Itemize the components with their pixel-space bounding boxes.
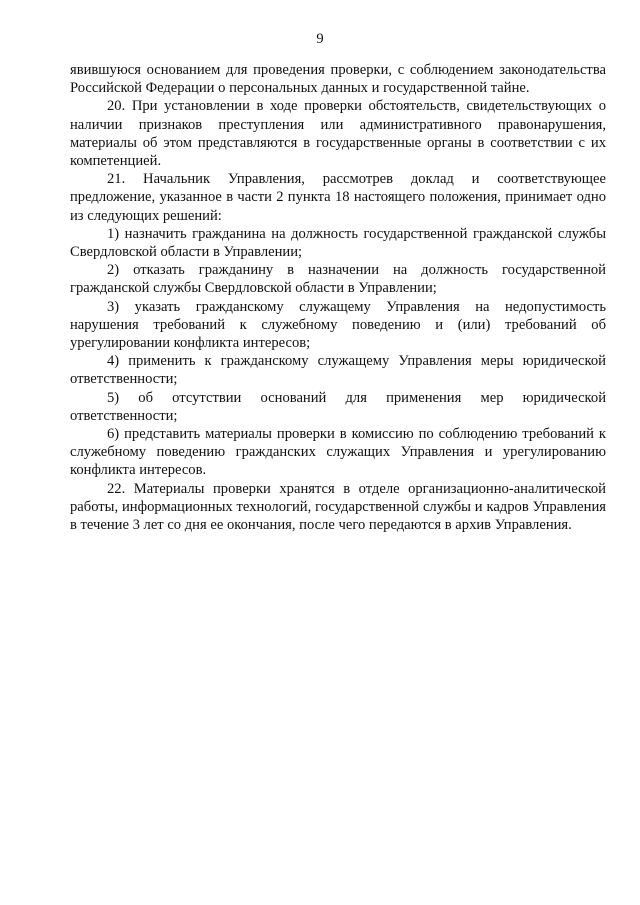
- list-item-21-5: 5) об отсутствии оснований для применения мер юридической ответственности;: [70, 389, 606, 424]
- list-item-21-1: 1) назначить гражданина на должность государственной гражданской службы Свердловской области в Управлении;: [70, 225, 606, 261]
- document-body: [70, 61, 606, 534]
- paragraph-item-21: 21. Начальник Управления, рассмотрев доклад и соответствующее предложение, указанное в части 2 пункта 18 настоящего положения, принимает одно из следующих решений:: [70, 171, 606, 224]
- page-number: 9: [316, 31, 324, 47]
- list-item-21-6: 6) представить материалы проверки в комиссию по соблюдению требований к служебному поведению гражданских служащих Управления и урегулированию конфликта интересов.: [70, 426, 606, 479]
- list-item-21-4: 4) применить к гражданскому служащему Управления меры юридической ответственности;: [70, 353, 606, 388]
- paragraph-item-20: 20. При установлении в ходе проверки обстоятельств, свидетельствующих о наличии признаков преступления или административного правонарушения, материалы об этом представляются в государственные органы в соответствии с их компетенцией.: [70, 98, 606, 170]
- list-item-21-2: 2) отказать гражданину в назначении на должность государственной гражданской службы Свердловской области в Управлении;: [70, 262, 606, 297]
- paragraph-continuation: явившуюся основанием для проведения проверки, с соблюдением законодательства Российской Федерации о персональных данных и государственной тайне.: [70, 62, 606, 97]
- paragraph-item-22: 22. Материалы проверки хранятся в отделе организационно-аналитической работы, информационных технологий, государственной службы и кадров Управления в течение 3 лет со дня ее окончания, после чего передаются в архив Управления.: [70, 480, 606, 534]
- list-item-21-3: 3) указать гражданскому служащему Управления на недопустимость нарушения требований к служебному поведению и (или) требований об урегулировании конфликта интересов;: [70, 298, 606, 352]
